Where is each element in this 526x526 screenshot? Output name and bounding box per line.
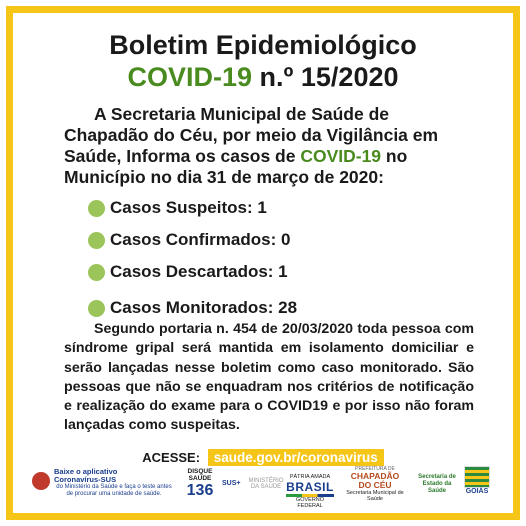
chap-pre: PREFEITURA DE bbox=[355, 466, 395, 472]
intro-text-2: no Município no dia 31 de março de 2020: bbox=[64, 146, 408, 187]
intro-text-1: A Secretaria Municipal de Saúde de Chapadão do Céu, por meio da Vigilância em Saúde, Informa os casos de bbox=[64, 104, 439, 166]
case-discarded bbox=[88, 256, 297, 288]
sus-app-sub: do Ministério da Saúde e faça o teste antes de procurar uma unidade de saúde. bbox=[56, 484, 172, 497]
virus-icon bbox=[32, 472, 50, 490]
case-label: Casos Suspeitos: 1 bbox=[110, 198, 267, 217]
goias-logo bbox=[462, 466, 492, 496]
sus-app-promo[interactable] bbox=[54, 468, 174, 498]
bullet-icon bbox=[88, 264, 105, 281]
case-label: Casos Monitorados: 28 bbox=[110, 298, 298, 317]
footer-logos bbox=[18, 466, 508, 514]
bullet-icon bbox=[88, 232, 105, 249]
case-confirmed bbox=[88, 224, 297, 256]
chapadao-logo bbox=[344, 466, 406, 502]
case-label: Casos Descartados: 1 bbox=[110, 262, 288, 281]
sus-app-line1: Baixe o aplicativo bbox=[54, 467, 118, 476]
covid-label: COVID-19 bbox=[127, 62, 253, 92]
case-suspected bbox=[88, 192, 297, 224]
go-secretaria-logo: Secretaria de Estado da Saúde bbox=[418, 474, 456, 494]
cases-list bbox=[88, 192, 297, 324]
bulletin-number-text: n.º 15/2020 bbox=[252, 62, 399, 92]
ministerio-logo: MINISTÉRIO DA SAÚDE bbox=[248, 478, 284, 490]
disque-number: 136 bbox=[186, 482, 214, 499]
intro-paragraph bbox=[64, 104, 464, 188]
bullet-icon bbox=[88, 200, 105, 217]
access-line bbox=[0, 449, 526, 466]
note-paragraph: Segundo portaria n. 454 de 20/03/2020 toda pessoa com síndrome gripal será mantida em isolamento domiciliar e serão lançadas nesse boletim como caso monitorado. São pessoas que não se enquadram nos critérios de notificação e realização do exame para o COVID19 e por isso não foram lançadas como suspeitas. bbox=[64, 321, 474, 434]
chap-sec: Secretaria Municipal de Saúde bbox=[346, 490, 404, 502]
brasil-tag: PÁTRIA AMADA bbox=[289, 474, 331, 480]
brasil-name: BRASIL bbox=[286, 480, 334, 494]
case-label: Casos Confirmados: 0 bbox=[110, 230, 291, 249]
chap-name: CHAPADÃO DO CÉU bbox=[350, 471, 400, 490]
goias-flag-icon bbox=[464, 466, 490, 488]
goias-name: GOIÁS bbox=[465, 488, 489, 495]
bullet-icon bbox=[88, 300, 105, 317]
disque-label: DISQUE SAÚDE bbox=[187, 468, 213, 482]
bulletin-title: Boletim Epidemiológico bbox=[109, 30, 417, 60]
access-link[interactable]: saude.gov.br/coronavirus bbox=[208, 449, 384, 466]
brasil-gov: GOVERNO FEDERAL bbox=[295, 497, 325, 509]
sus-app-line2: Coronavírus-SUS bbox=[54, 475, 117, 484]
bulletin-number bbox=[0, 62, 526, 93]
sus-logo: SUS+ bbox=[222, 480, 241, 487]
intro-covid: COVID-19 bbox=[300, 146, 382, 166]
brasil-logo bbox=[286, 474, 334, 509]
disque-saude-logo bbox=[184, 468, 216, 499]
access-label: ACESSE: bbox=[142, 450, 201, 465]
